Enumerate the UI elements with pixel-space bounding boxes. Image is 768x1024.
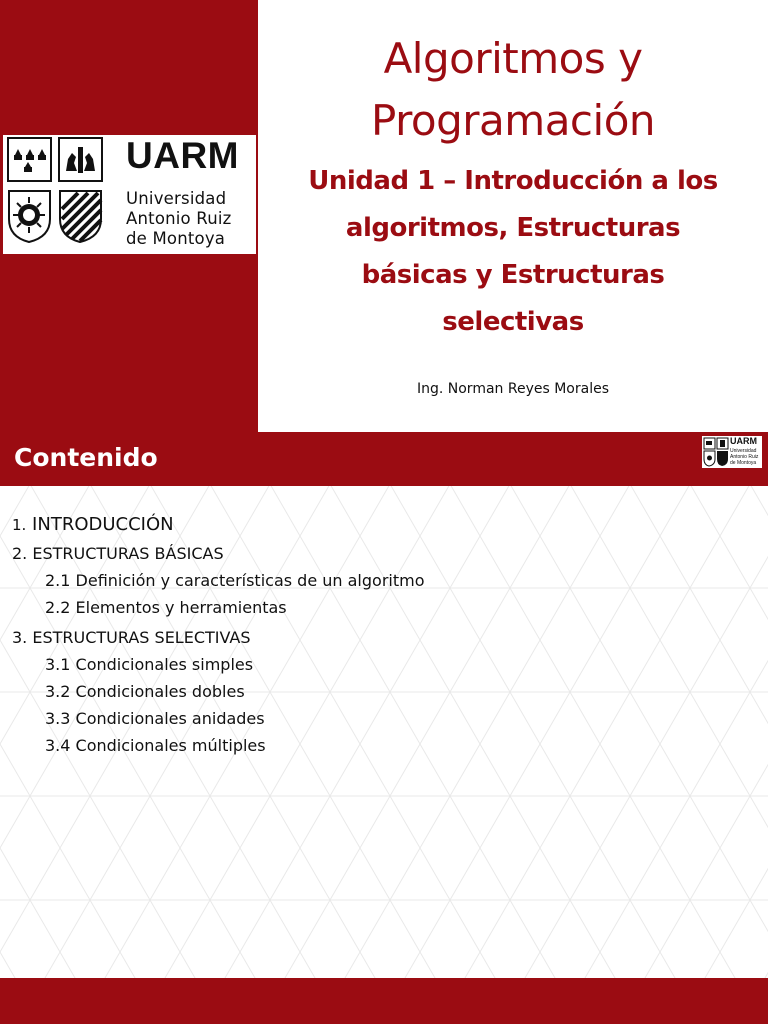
mini-logo-wordmark: UARM <box>730 436 757 446</box>
logo-line-1: Universidad <box>126 189 227 208</box>
contents-footer-bar <box>0 978 768 1024</box>
toc-item-1 <box>12 510 752 540</box>
table-of-contents <box>12 510 752 759</box>
toc-item-2: 2. ESTRUCTURAS BÁSICAS <box>12 544 224 563</box>
contents-slide <box>0 432 768 1024</box>
toc-item-1-text: INTRODUCCIÓN <box>32 514 174 535</box>
crest-stripes-icon <box>58 189 103 244</box>
unit-subtitle-line-3: básicas y Estructuras <box>361 260 665 290</box>
logo-line-3: de Montoya <box>126 229 226 248</box>
course-title-line-1: Algoritmos y <box>383 34 643 83</box>
mini-logo-line-3: de Montoya <box>730 460 757 466</box>
mini-logo-line-2: Antonio Ruiz <box>730 454 759 460</box>
logo-line-2: Antonio Ruiz <box>126 209 232 228</box>
unit-subtitle <box>258 158 768 346</box>
toc-item-3-4: 3.4 Condicionales múltiples <box>45 736 266 755</box>
toc-item-3: 3. ESTRUCTURAS SELECTIVAS <box>12 628 251 647</box>
logo-wordmark: UARM <box>126 135 239 176</box>
unit-subtitle-line-2: algoritmos, Estructuras <box>345 213 681 243</box>
title-slide <box>0 0 768 432</box>
toc-item-2-1: 2.1 Definición y características de un algoritmo <box>45 571 425 590</box>
toc-item-1-number: 1. <box>12 516 27 534</box>
author-name: Ing. Norman Reyes Morales <box>416 381 609 397</box>
title-block <box>258 28 768 346</box>
course-title <box>258 28 768 152</box>
toc-item-3-2: 3.2 Condicionales dobles <box>45 682 245 701</box>
contents-header-bar <box>0 432 768 486</box>
contents-title: Contenido <box>14 443 158 472</box>
toc-item-2-2: 2.2 Elementos y herramientas <box>45 598 287 617</box>
mini-university-logo <box>702 436 762 468</box>
brand-side-panel <box>0 0 258 432</box>
course-title-line-2: Programación <box>370 96 656 145</box>
mini-crest-icon <box>703 437 729 467</box>
unit-subtitle-line-1: Unidad 1 – Introducción a los <box>308 166 718 196</box>
crest-crowns-icon <box>7 137 52 182</box>
toc-item-3-3: 3.3 Condicionales anidades <box>45 709 265 728</box>
mini-logo-line-1: Universidad <box>730 448 757 454</box>
toc-item-3-1: 3.1 Condicionales simples <box>45 655 254 674</box>
crest-sun-icon <box>7 189 52 244</box>
university-logo <box>3 135 256 254</box>
crest-lions-icon <box>58 137 103 182</box>
unit-subtitle-line-4: selectivas <box>442 307 584 337</box>
